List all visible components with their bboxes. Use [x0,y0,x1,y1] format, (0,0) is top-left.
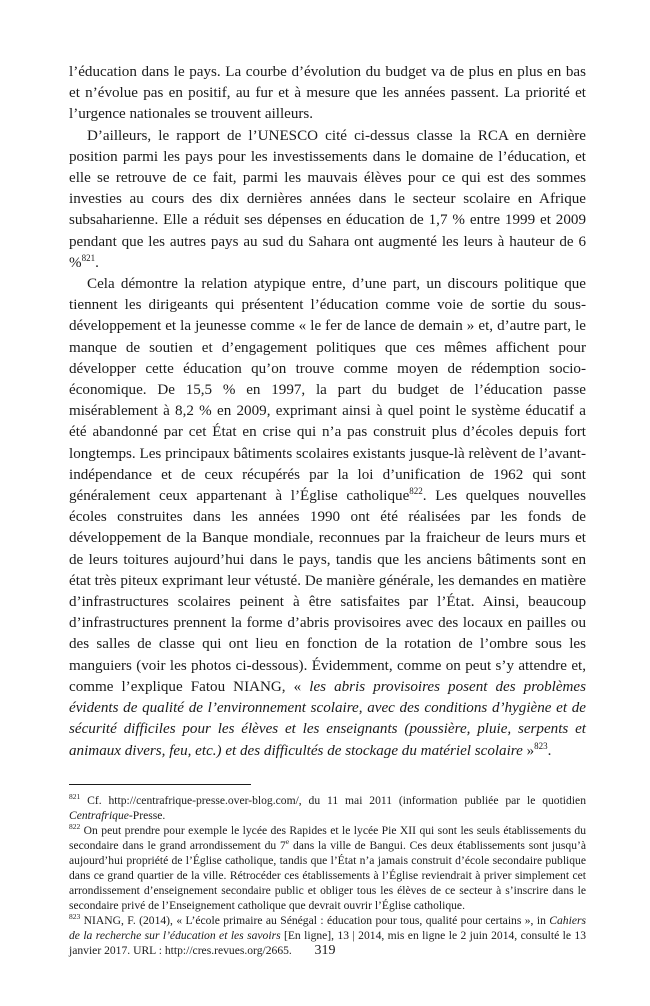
fn823-s3: [En ligne], 13 | 2014, mis en ligne le 2 juin 2014, consulté le 13 janvier 2017. URL : http://cres.revues.org/2665. [69,928,586,957]
footnote-ref-822[interactable]: 822 [409,486,423,497]
fn822-s3: dans la ville de Bangui. Ces deux établissements sont jusqu’à aujourd’hui propriété de l’Église catholique, tandis que l’État n’a jamais construit d’école secondaire publique dans ce grand quartier de la ville. Rétrocéder ces établissements à l’Église reviendrait à priver simplement cet arrondissement d’enseignement secondaire public et obliger tous les élèves de ce secteur à s’inscrire dans le secondaire privé de l’Enseignement catholique que devrait ouvrir l’Église catholique. [69,838,586,912]
paragraph-1 [69,62,586,126]
document-page [69,62,586,958]
p3-s0: Cela démontre la relation atypique entre, d’une part, un discours politique que tiennent les dirigeants qui présentent l’éducation comme voie de sortie du sous-développement et la jeunesse comme « le fer de lance de demain » et, d’autre part, le manque de soutien et d’engagement politiques que ces mêmes affichent pour développer cette éducation qu’on trouve comme moyen de rédemption socio-économique. De 15,5 % en 1997, la part du budget de l’éducation passe misérablement à 8,2 % en 2009, exprimant ainsi à quel point le système éducatif a été abandonné par cet État en crise qui n’a pas construit plus d’écoles depuis fort longtemps. Les principaux bâtiments scolaires existants jusque-là relèvent de l’avant-indépendance et de ceux récupérés par la loi d’unification de 1962 qui sont généralement ceux appartenant à l’Église catholique [69,276,586,505]
p3-s4: » [522,742,535,759]
footnote-821 [69,793,586,823]
footnote-ref-823[interactable]: 823 [534,740,548,751]
footnote-number: 823 [69,911,81,921]
fn823-s2: Cahiers de la recherche sur l’éducation et les savoirs [69,913,586,942]
fn822-s1: On peut prendre pour exemple le lycée des Rapides et le lycée Pie XII qui sont les seuls établissements du secondaire dans le grand arrondissement du 7 [69,823,586,852]
footnote-separator [69,784,251,785]
page-number: 319 [314,943,336,958]
footnote-ref-821[interactable]: 821 [81,252,96,263]
fn821-s1: Cf. http://centrafrique-presse.over-blog.com/, du 11 mai 2011 (information publiée par le quotidien [80,793,586,807]
p1-s0: l’éducation dans le pays. La courbe d’évolution du budget va de plus en plus en bas et n’évolue pas en positif, au fur et à mesure que les années passent. La priorité et l’urgence nationales se trouvent ailleurs. [69,64,586,123]
ordinal-suffix: e [285,836,290,846]
p3-s6: . [547,742,552,759]
footnote-822 [69,823,586,913]
paragraph-2 [69,126,586,274]
p2-s0: D’ailleurs, le rapport de l’UNESCO cité ci-dessus classe la RCA en dernière position parmi les pays pour les investissements dans le domaine de l’éducation, et elle se retrouve de ce fait, parmi les mauvais élèves pour ce qui est des sommes investies au cours des dix dernières années dans le secteur scolaire en Afrique subsaharienne. Elle a réduit ses dépenses en éducation de 1,7 % entre 1999 et 2009 pendant que les autres pays au sud du Sahara ont augmenté les leurs à hauteur de 6 % [69,127,586,271]
p3-quote: les abris provisoires posent des problèmes évidents de qualité de l’environnement scolaire, avec des conditions d’hygiène et de sécurité difficiles pour les élèves et les enseignants (poussière, pluie, serpents et animaux divers, feu, etc.) et des difficultés de stockage du matériel scolaire [69,678,586,759]
footnotes [69,793,586,958]
footnote-number: 821 [69,791,81,801]
body-text [69,62,586,762]
fn821-s3: -Presse. [128,808,166,822]
footnote-number: 822 [69,821,81,831]
fn821-s2: Centrafrique [69,808,129,822]
p3-s2: . Les quelques nouvelles écoles construites dans les années 1990 ont été réalisées par les fonds de développement de la Banque mondiale, reconnues par la fraicheur de leurs murs et de leurs toitures aujourd’hui dans le pays, tandis que les anciens bâtiments sont en état très piteux exprimant leur vétusté. De manière générale, les demandes en matière d’infrastructures scolaires peinent à être satisfaites par l’État. Ainsi, beaucoup d’infrastructures prennent la forme d’abris provisoires avec des locaux en pailles ou des salles de classe qui ont lieu en fonction de la rotation de l’ombre sous les manguiers (voir les photos ci-dessous). Évidemment, comme on peut s’y attendre et, comme l’explique Fatou NIANG, « [69,488,586,695]
p2-s2: . [95,254,99,271]
fn823-s1: NIANG, F. (2014), « L’école primaire au Sénégal : éducation pour tous, qualité pour certains », in [80,913,550,927]
paragraph-3 [69,274,586,762]
